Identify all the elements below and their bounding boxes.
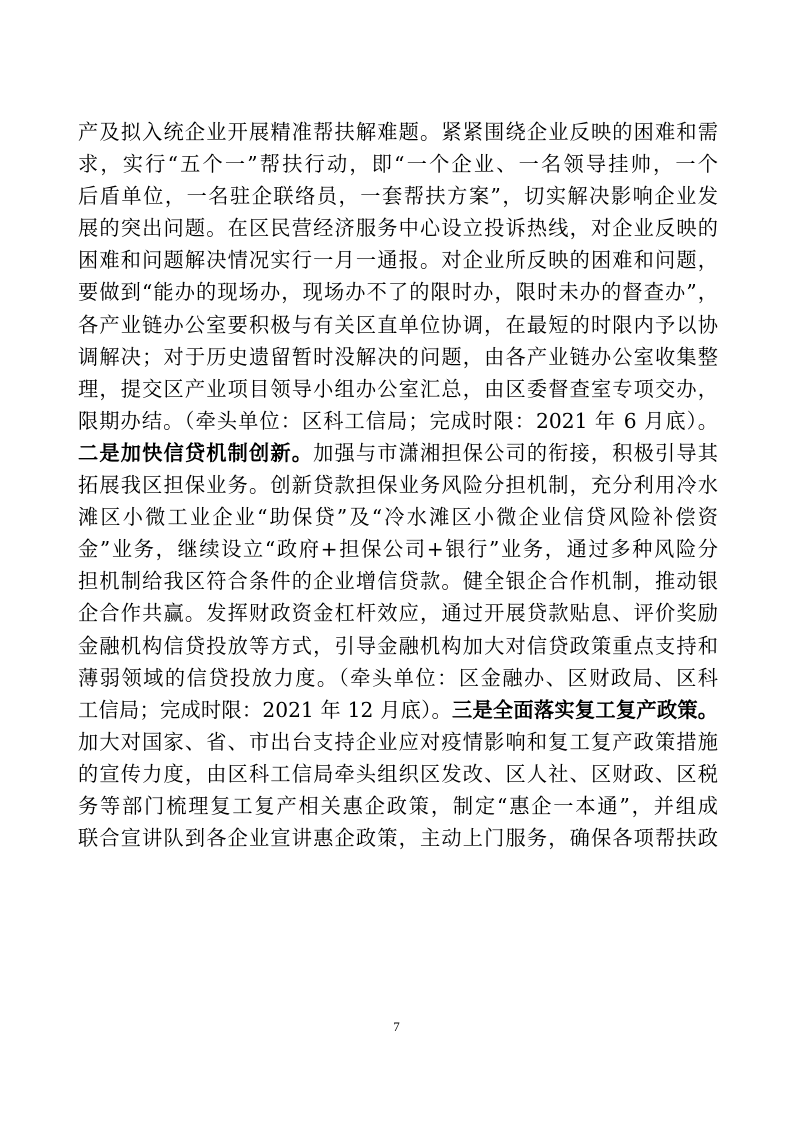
text-line xyxy=(78,597,718,629)
paragraph-text: 加强与市潇湘担保公司的衔接，积极引导其 xyxy=(313,440,718,465)
paragraph-text: 后盾单位，一名驻企联络员，一套帮扶方案”，切实解决影响企业发 xyxy=(78,184,718,209)
text-line xyxy=(78,533,718,565)
text-line xyxy=(78,758,718,790)
text-line xyxy=(78,501,718,533)
text-line xyxy=(78,822,718,854)
paragraph-text: 企合作共赢。发挥财政资金杠杆效应，通过开展贷款贴息、评价奖励 xyxy=(78,601,718,626)
text-line xyxy=(78,469,718,501)
paragraph-text: 薄弱领域的信贷投放力度。（牵头单位：区金融办、区财政局、区科 xyxy=(78,665,718,690)
paragraph-text: 展的突出问题。在区民营经济服务中心设立投诉热线，对企业反映的 xyxy=(78,216,718,241)
paragraph-text: 各产业链办公室要积极与有关区直单位协调，在最短的时限内予以协 xyxy=(78,312,718,337)
text-line xyxy=(78,341,718,373)
text-line xyxy=(78,276,718,308)
bold-heading-text: 三是全面落实复工复产政策。 xyxy=(451,697,718,722)
paragraph-text: 理，提交区产业项目领导小组办公室汇总，由区委督查室专项交办， xyxy=(78,376,718,401)
paragraph-text: 限期办结。（牵头单位：区科工信局；完成时限：2021 年 6 月底）。 xyxy=(78,408,718,433)
paragraph-text: 金”业务，继续设立“政府+担保公司+银行”业务，通过多种风险分 xyxy=(78,537,718,562)
paragraph-text: 联合宣讲队到各企业宣讲惠企政策，主动上门服务，确保各项帮扶政 xyxy=(78,826,718,851)
page-number: 7 xyxy=(393,1019,400,1034)
paragraph-text: 务等部门梳理复工复产相关惠企政策，制定“惠企一本通”，并组成 xyxy=(78,793,718,818)
text-line xyxy=(78,630,718,662)
paragraph-text: 调解决；对于历史遗留暂时没解决的问题，由各产业链办公室收集整 xyxy=(78,344,718,369)
text-line xyxy=(78,726,718,758)
paragraph-text: 加大对国家、省、市出台支持企业应对疫情影响和复工复产政策措施 xyxy=(78,729,718,754)
text-line xyxy=(78,437,718,469)
text-line xyxy=(78,116,718,148)
text-line xyxy=(78,309,718,341)
paragraph-text: 求，实行“五个一”帮扶行动，即“一个企业、一名领导挂帅，一个 xyxy=(78,152,718,177)
text-line xyxy=(78,790,718,822)
paragraph-text: 工信局；完成时限：2021 年 12 月底）。 xyxy=(78,697,452,722)
paragraph-text: 的宣传力度，由区科工信局牵头组织区发改、区人社、区财政、区税 xyxy=(78,761,718,786)
text-line xyxy=(78,212,718,244)
text-line xyxy=(78,148,718,180)
paragraph-text: 困难和问题解决情况实行一月一通报。对企业所反映的困难和问题， xyxy=(78,248,718,273)
paragraph-text: 金融机构信贷投放等方式，引导金融机构加大对信贷政策重点支持和 xyxy=(78,633,718,658)
text-line xyxy=(78,180,718,212)
text-line xyxy=(78,565,718,597)
text-line xyxy=(78,244,718,276)
text-line xyxy=(78,694,718,726)
text-line xyxy=(78,662,718,694)
paragraph-text: 拓展我区担保业务。创新贷款担保业务风险分担机制，充分利用冷水 xyxy=(78,473,718,498)
paragraph-text: 滩区小微工业企业“助保贷”及“冷水滩区小微企业信贷风险补偿资 xyxy=(78,505,718,530)
bold-heading-text: 二是加快信贷机制创新。 xyxy=(78,440,314,465)
paragraph-text: 担机制给我区符合条件的企业增信贷款。健全银企合作机制，推动银 xyxy=(78,569,718,594)
body-text xyxy=(78,116,718,854)
paragraph-text: 要做到“能办的现场办，现场办不了的限时办，限时未办的督查办”， xyxy=(78,280,718,305)
text-line xyxy=(78,405,718,437)
text-line xyxy=(78,373,718,405)
paragraph-text: 产及拟入统企业开展精准帮扶解难题。紧紧围绕企业反映的困难和需 xyxy=(78,120,718,144)
